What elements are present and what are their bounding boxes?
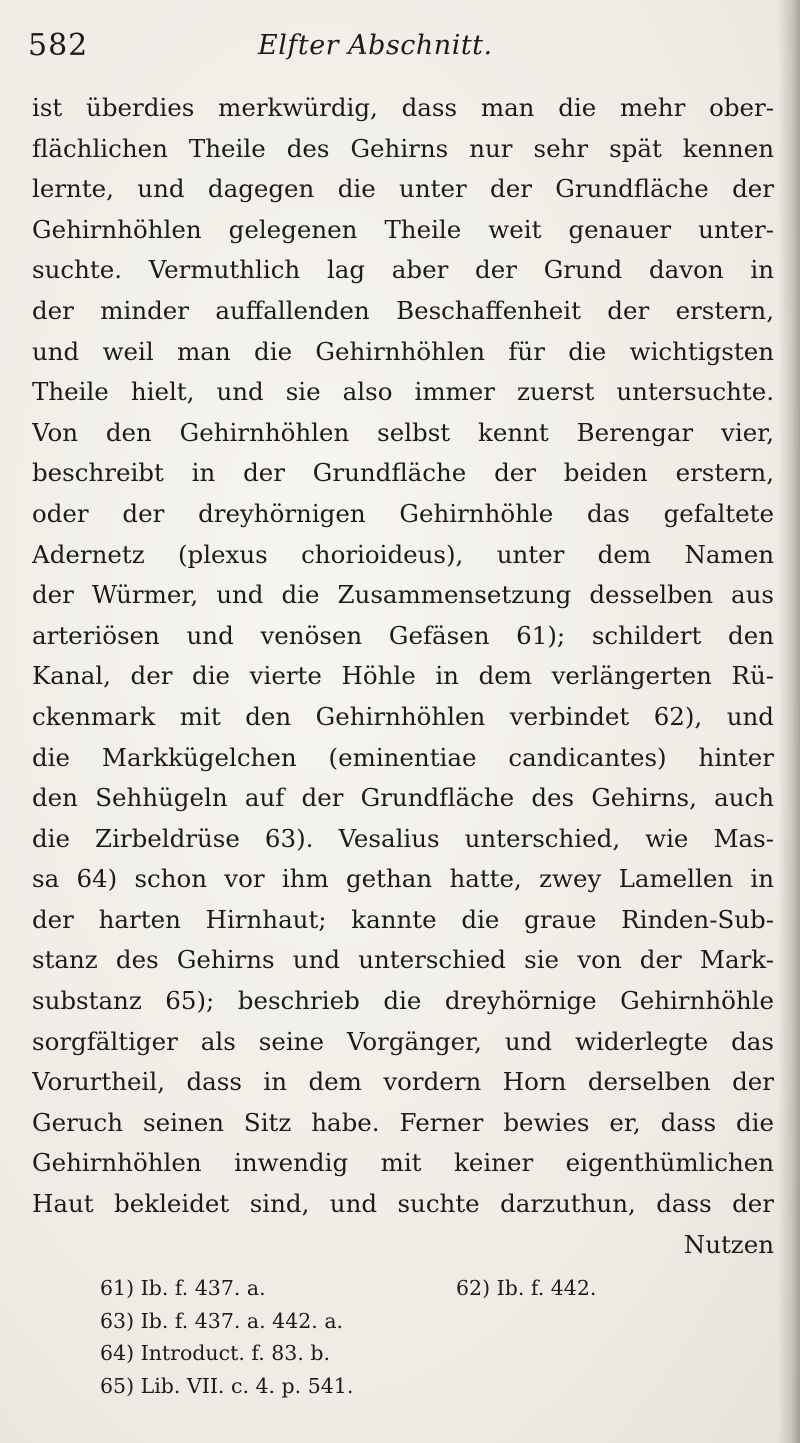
text-line: ckenmark mit den Gehirnhöhlen verbindet 62), und — [32, 701, 774, 731]
text-line: sorgfältiger als seine Vorgänger, und widerlegte das — [32, 1026, 774, 1056]
text-line: Von den Gehirnhöhlen selbst kennt Berengar vier, — [32, 417, 774, 447]
text-line: der harten Hirnhaut; kannte die graue Rinden-Sub- — [32, 904, 774, 934]
footnote-63: 63) Ib. f. 437. a. 442. a. — [100, 1308, 344, 1333]
text-line: beschreibt in der Grundfläche der beiden erstern, — [32, 458, 774, 488]
text-line: der minder auffallenden Beschaffenheit der erstern, — [32, 295, 774, 325]
text-line: Kanal, der die vierte Höhle in dem verlängerten Rü- — [32, 661, 774, 691]
footnotes — [100, 1272, 740, 1402]
text-line: Gehirnhöhlen inwendig mit keiner eigenthümlichen — [32, 1148, 774, 1178]
text-line: arteriösen und venösen Gefäsen 61); schildert den — [32, 620, 774, 650]
text-line: die Zirbeldrüse 63). Vesalius unterschied, wie Mas- — [32, 823, 774, 853]
text-line: ist überdies merkwürdig, dass man die mehr ober- — [32, 93, 774, 122]
text-line: Geruch seinen Sitz habe. Ferner bewies er, dass die — [32, 1107, 774, 1137]
text-line: den Sehhügeln auf der Grundfläche des Gehirns, auch — [32, 783, 774, 813]
text-line: oder der dreyhörnigen Gehirnhöhle das gefaltete — [32, 498, 774, 528]
footnote-62: 62) Ib. f. 442. — [456, 1276, 597, 1300]
footnote-65: 65) Lib. VII. c. 4. p. 541. — [100, 1373, 354, 1398]
text-line: stanz des Gehirns und unterschied sie von der Mark- — [32, 945, 774, 975]
footnote-row — [100, 1337, 740, 1370]
page-header — [28, 20, 768, 70]
running-head: Elfter Abschnitt. — [258, 30, 493, 61]
footnote-row — [100, 1370, 740, 1403]
text-line: Adernetz (plexus chorioideus), unter dem Namen — [32, 539, 774, 569]
text-line: Vorurtheil, dass in dem vordern Horn derselben der — [32, 1067, 774, 1097]
text-line: Theile hielt, und sie also immer zuerst untersuchte. — [32, 377, 774, 407]
text-line: der Würmer, und die Zusammensetzung desselben aus — [32, 580, 774, 610]
text-line: Haut bekleidet sind, und suchte darzuthun, dass der — [32, 1189, 774, 1219]
text-line: flächlichen Theile des Gehirns nur sehr spät kennen — [32, 133, 774, 163]
catchword: Nutzen — [683, 1229, 774, 1259]
footnote-64: 64) Introduct. f. 83. b. — [100, 1341, 331, 1365]
footnote-row — [100, 1305, 740, 1338]
body-text — [32, 88, 774, 1265]
text-line: lernte, und dagegen die unter der Grundfläche der — [32, 174, 774, 204]
text-line: die Markkügelchen (eminentiae candicantes) hinter — [32, 742, 774, 772]
text-line: sa 64) schon vor ihm gethan hatte, zwey Lamellen in — [32, 864, 774, 894]
page-number: 582 — [28, 28, 89, 63]
text-line: suchte. Vermuthlich lag aber der Grund davon in — [32, 255, 774, 285]
footnote-row — [100, 1272, 740, 1305]
page-edge-shadow — [778, 0, 800, 1443]
text-line: und weil man die Gehirnhöhlen für die wichtigsten — [32, 336, 774, 366]
footnote-61: 61) Ib. f. 437. a. — [100, 1276, 266, 1300]
text-line: substanz 65); beschrieb die dreyhörnige Gehirnhöhle — [32, 986, 774, 1016]
text-line: Gehirnhöhlen gelegenen Theile weit genauer unter- — [32, 214, 774, 244]
